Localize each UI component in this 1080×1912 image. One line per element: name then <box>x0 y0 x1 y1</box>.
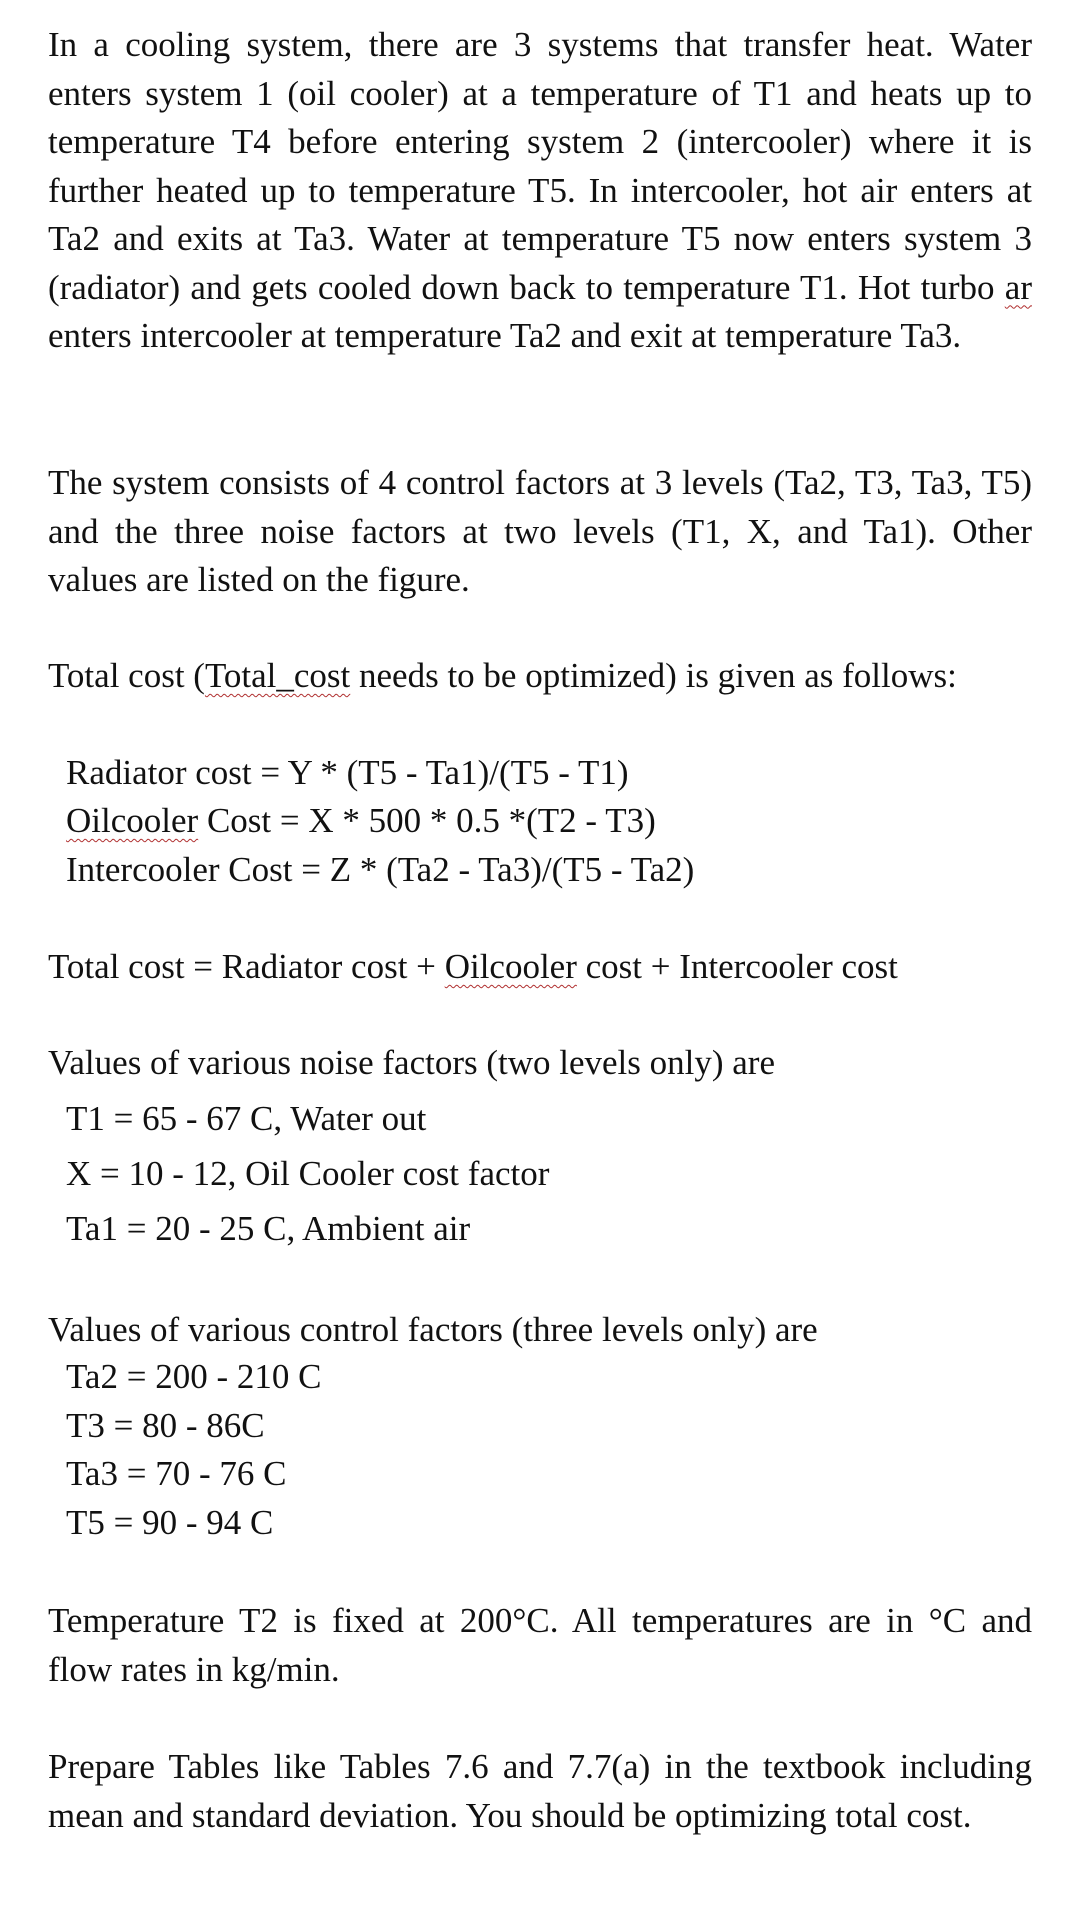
noise-factors-heading: Values of various noise factors (two levels only) are <box>48 1043 776 1082</box>
total-cost-formula <box>48 943 898 991</box>
spellcheck-flagged-word: Oilcooler <box>66 801 199 840</box>
intro-paragraph <box>48 21 1032 361</box>
total-cost-formula-before: Total cost = Radiator cost + <box>48 947 445 986</box>
spellcheck-flagged-word: Total_cost <box>204 656 351 695</box>
spellcheck-flagged-word: Oilcooler <box>444 947 577 986</box>
control-factor-t5: T5 = 90 - 94 C <box>66 1503 274 1542</box>
control-factor-ta2: Ta2 = 200 - 210 C <box>66 1357 322 1396</box>
spellcheck-flagged-word: ar <box>1004 267 1032 307</box>
temperature-note: Temperature T2 is fixed at 200°C. All temperatures are in °C and flow rates in kg/min. <box>48 1601 1032 1689</box>
intercooler-cost-formula: Intercooler Cost = Z * (Ta2 - Ta3)/(T5 - Ta2) <box>66 850 695 889</box>
oilcooler-cost-rest: Cost = X * 500 * 0.5 *(T2 - T3) <box>198 801 656 840</box>
total-cost-formula-after: cost + Intercooler cost <box>576 947 898 986</box>
intro-text-end: enters intercooler at temperature Ta2 and exit at temperature Ta3. <box>48 316 962 355</box>
noise-factor-t1: T1 = 65 - 67 C, Water out <box>66 1099 427 1138</box>
intro-text: In a cooling system, there are 3 systems that transfer heat. Water enters system 1 (oil cooler) at a temperature of T1 and heats up to temperature T4 before entering system 2 (intercooler) where it is further heated up to temperature T5. In intercooler, hot air enters at Ta2 and exits at Ta3. Water at temperature T5 now enters system 3 (radiator) and gets cooled down back to temperature T1. Hot turbo <box>48 25 1032 307</box>
control-factors-heading: Values of various control factors (three levels only) are <box>48 1310 818 1349</box>
task-paragraph: Prepare Tables like Tables 7.6 and 7.7(a) in the textbook including mean and standard deviation. You should be optimizing total cost. <box>48 1747 1032 1835</box>
control-factor-ta3: Ta3 = 70 - 76 C <box>66 1454 287 1493</box>
control-factor-t3: T3 = 80 - 86C <box>66 1406 265 1445</box>
total-cost-intro-after: needs to be optimized) is given as follows: <box>350 656 957 695</box>
total-cost-intro-before: Total cost ( <box>48 656 205 695</box>
noise-factor-x: X = 10 - 12, Oil Cooler cost factor <box>66 1154 550 1193</box>
radiator-cost-formula: Radiator cost = Y * (T5 - Ta1)/(T5 - T1) <box>66 753 629 792</box>
factors-paragraph: The system consists of 4 control factors at 3 levels (Ta2, T3, Ta3, T5) and the three noise factors at two levels (T1, X, and Ta1). Other values are listed on the figure. <box>48 463 1032 599</box>
oilcooler-cost-formula <box>66 797 656 845</box>
total-cost-intro <box>48 652 957 700</box>
noise-factor-ta1: Ta1 = 20 - 25 C, Ambient air <box>66 1209 471 1248</box>
